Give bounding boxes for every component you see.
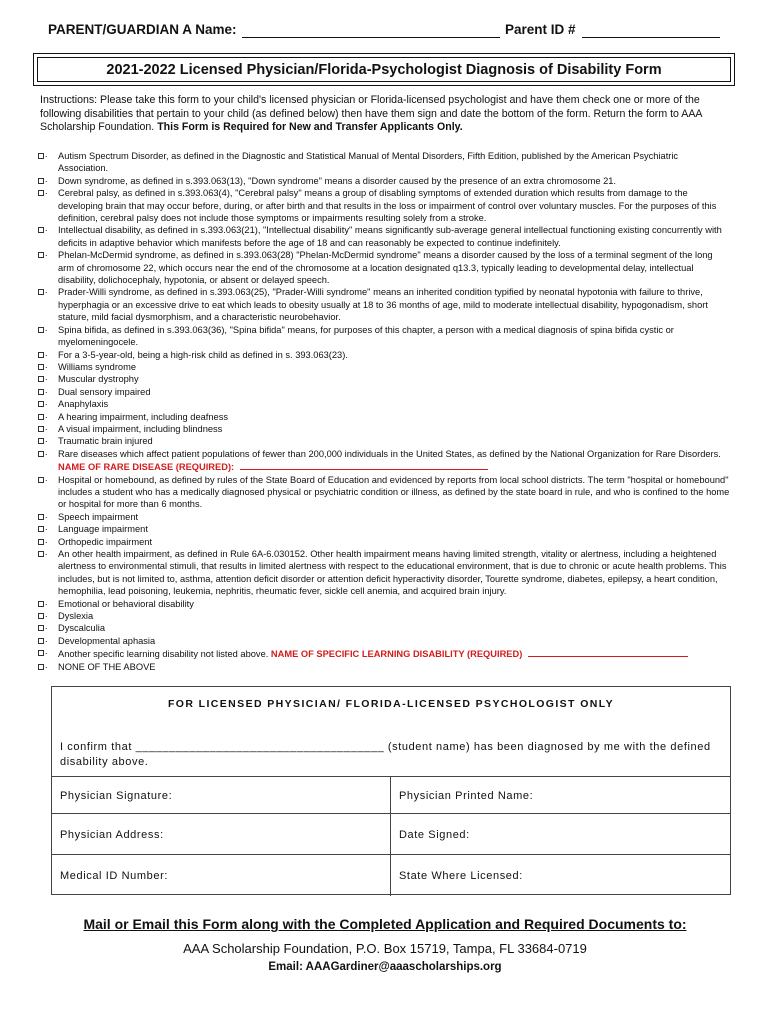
date-signed-label: Date Signed: xyxy=(399,828,470,841)
disability-checklist xyxy=(38,150,730,673)
disability-label: For a 3-5-year-old, being a high-risk child as defined in s. 393.063(23). xyxy=(58,349,348,360)
disability-label: Phelan-McDermid syndrome, as defined in s.393.063(28) "Phelan-McDermid syndrome" means a disorder caused by the loss of a terminal segment of the long arm of chromosome 22, which occurs near the end of the chromosome at a location designated q13.3, typically leading to developmental delay, intellectual disability, dolichocephaly, hypotonia, or absent or delayed speech. xyxy=(58,250,713,286)
date-signed-field[interactable] xyxy=(391,814,730,855)
physician-printed-name-field[interactable] xyxy=(391,777,730,814)
disability-checkbox[interactable] xyxy=(38,414,44,420)
disability-item xyxy=(38,423,730,435)
parent-name-label: PARENT/GUARDIAN A Name: xyxy=(48,22,237,37)
disability-label: An other health impairment, as defined in Rule 6A-6.030152. Other health impairment means having limited strength, vitality or alertness, including a heightened alertness to environmental stimuli, that results in limited alertness with respect to the educational environment, that is due to chronic or acute health problems. This includes, but is not limited to, asthma, attention deficit disorder or attention deficit hyperactivity disorder, Tourette syndrome, diabetes, epilepsy, a heart condition, hemophilia, lead poisoning, leukemia, nephritis, rheumatic fever, sickle cell anemia, and acquired brain injury. xyxy=(58,549,727,597)
physician-printed-name-label: Physician Printed Name: xyxy=(399,789,534,802)
physician-address-field[interactable] xyxy=(52,814,391,855)
state-licensed-label: State Where Licensed: xyxy=(399,869,523,882)
disability-checkbox[interactable] xyxy=(38,539,44,545)
disability-checkbox[interactable] xyxy=(38,551,44,557)
disability-item xyxy=(38,324,730,349)
required-name-label: NAME OF SPECIFIC LEARNING DISABILITY (REQUIRED) xyxy=(270,649,523,660)
disability-checkbox[interactable] xyxy=(38,178,44,184)
medical-id-field[interactable] xyxy=(52,855,391,896)
disability-checkbox[interactable] xyxy=(38,650,44,656)
disability-item xyxy=(38,661,730,673)
disability-item xyxy=(38,361,730,373)
disability-item xyxy=(38,411,730,423)
parent-id-label: Parent ID # xyxy=(505,22,576,37)
disability-item xyxy=(38,224,730,249)
required-name-label: NAME OF RARE DISEASE (REQUIRED): xyxy=(58,462,235,473)
contact-email[interactable]: Email: AAAGardiner@aaascholarships.org xyxy=(268,961,502,973)
disability-label: Language impairment xyxy=(58,524,148,535)
medical-id-label: Medical ID Number: xyxy=(60,869,168,882)
disability-checkbox[interactable] xyxy=(38,664,44,670)
disability-checkbox[interactable] xyxy=(38,638,44,644)
mail-instructions: Mail or Email this Form along with the Completed Application and Required Documents to: xyxy=(83,916,687,932)
disability-label: Dyscalculia xyxy=(58,623,106,634)
disability-label: Cerebral palsy, as defined in s.393.063(4), "Cerebral palsy" means a group of disabling symptoms of extended duration which results from damage to the developing brain that may occur before, during, or after birth and that results in the loss or impairment of control over voluntary muscles. For the purposes of this definition, cerebral palsy does not include those symptoms or impairments resulting solely from a stroke. xyxy=(58,188,717,224)
disability-label: Speech impairment xyxy=(58,511,139,522)
disability-checkbox[interactable] xyxy=(38,438,44,444)
instructions-label: Instructions xyxy=(40,94,95,106)
parent-id-field[interactable] xyxy=(582,37,720,38)
address-row xyxy=(52,813,730,855)
state-licensed-field[interactable] xyxy=(391,855,730,896)
form-title: 2021-2022 Licensed Physician/Florida-Psychologist Diagnosis of Disability Form xyxy=(106,61,662,78)
physician-section xyxy=(51,686,731,895)
disability-label: Spina bifida, as defined in s.393.063(36), "Spina bifida" means, for purposes of this chapter, a person with a medical diagnosis of spina bifida cystic or myelomeningocele. xyxy=(58,324,674,348)
disability-checkbox[interactable] xyxy=(38,352,44,358)
disability-item xyxy=(38,435,730,447)
required-name-field[interactable] xyxy=(528,647,688,657)
disability-checkbox[interactable] xyxy=(38,451,44,457)
physician-signature-field[interactable] xyxy=(52,777,391,814)
disability-item xyxy=(38,373,730,385)
parent-info-line xyxy=(48,22,728,42)
disability-item xyxy=(38,474,730,511)
disability-item xyxy=(38,635,730,647)
disability-checkbox[interactable] xyxy=(38,252,44,258)
disability-item xyxy=(38,647,730,660)
disability-label: Hospital or homebound, as defined by rules of the State Board of Education and evidenced by reports from local school districts. The term "hospital or homebound" includes a student who has a medically diagnosed physical or psychiatric condition or illness, as defined by the state board in rule, and who is confined to the home or hospital for more than 6 months. xyxy=(58,474,730,510)
physician-confirm-statement[interactable]: I confirm that _____________________________________ (student name) has been diagnosed by me with the defined disability above. xyxy=(60,741,711,768)
disability-checkbox[interactable] xyxy=(38,376,44,382)
disability-label: Emotional or behavioral disability xyxy=(58,598,194,609)
disability-label: Traumatic brain injured xyxy=(58,436,153,447)
disability-checkbox[interactable] xyxy=(38,364,44,370)
disability-label: Rare diseases which affect patient populations of fewer than 200,000 individuals in the United States, as defined by the National Organization for Rare Disorders. xyxy=(58,448,721,459)
disability-label: A hearing impairment, including deafness xyxy=(58,411,229,422)
disability-label: NONE OF THE ABOVE xyxy=(58,661,156,672)
disability-item xyxy=(38,386,730,398)
physician-section-heading: FOR LICENSED PHYSICIAN/ FLORIDA-LICENSED PSYCHOLOGIST ONLY xyxy=(167,698,614,710)
mailing-address: AAA Scholarship Foundation, P.O. Box 15719, Tampa, FL 33684-0719 xyxy=(183,941,587,956)
disability-checkbox[interactable] xyxy=(38,190,44,196)
disability-item xyxy=(38,349,730,361)
disability-item xyxy=(38,548,730,598)
instructions xyxy=(40,94,730,135)
disability-label: Prader-Willi syndrome, as defined in s.393.063(25), "Prader-Willi syndrome" means an inherited condition typified by neonatal hypotonia with failure to thrive, hyperphagia or an excessive drive to eat which leads to obesity usually at 18 to 36 months of age, mild to moderate intellectual disability, hypogonadism, short stature, mild facial dysmorphism, and a characteristic neurobehavior. xyxy=(58,287,708,323)
disability-checkbox[interactable] xyxy=(38,526,44,532)
disability-label: Williams syndrome xyxy=(58,361,137,372)
disability-item xyxy=(38,286,730,323)
disability-checkbox[interactable] xyxy=(38,625,44,631)
disability-label: Developmental aphasia xyxy=(58,635,156,646)
disability-label: Anaphylaxis xyxy=(58,399,109,410)
disability-checkbox[interactable] xyxy=(38,426,44,432)
disability-label: Intellectual disability, as defined in s.393.063(21), "Intellectual disability" means significantly sub-average general intellectual functioning existing concurrently with deficits in adaptive behavior which manifests before the age of 18 and can reasonably be expected to continue indefinitely. xyxy=(58,225,722,248)
disability-label: Dyslexia xyxy=(58,611,94,622)
signature-row xyxy=(52,776,730,814)
physician-signature-label: Physician Signature: xyxy=(60,789,173,802)
disability-item xyxy=(38,448,730,474)
license-row xyxy=(52,854,730,896)
disability-checkbox[interactable] xyxy=(38,601,44,607)
disability-label: Dual sensory impaired xyxy=(58,386,151,397)
form-title-box xyxy=(33,53,735,86)
disability-checkbox[interactable] xyxy=(38,389,44,395)
disability-checkbox[interactable] xyxy=(38,613,44,619)
required-name-field[interactable] xyxy=(240,460,488,470)
disability-checkbox[interactable] xyxy=(38,401,44,407)
disability-checkbox[interactable] xyxy=(38,477,44,483)
disability-item xyxy=(38,187,730,224)
disability-checkbox[interactable] xyxy=(38,289,44,295)
disability-label: Autism Spectrum Disorder, as defined in the Diagnostic and Statistical Manual of Mental Disorders, Fifth Edition, published by the American Psychiatric Association. xyxy=(58,151,679,174)
instructions-required-note: This Form is Required for New and Transfer Applicants Only. xyxy=(157,121,463,134)
disability-item xyxy=(38,511,730,523)
parent-name-field[interactable] xyxy=(242,37,500,38)
instructions-text: : Please take this form to your child's licensed physician or Florida-licensed psychologist and have them check one or more of the following disabilities that pertain to your child (as defined below) then have them sign and date the bottom of the form. Return the form to AAA Scholarship Foundation. xyxy=(40,94,702,134)
disability-item xyxy=(38,175,730,187)
disability-item xyxy=(38,622,730,634)
disability-label: A visual impairment, including blindness xyxy=(58,423,223,434)
physician-address-label: Physician Address: xyxy=(60,828,164,841)
disability-item xyxy=(38,610,730,622)
disability-label: Down syndrome, as defined in s.393.063(13), "Down syndrome" means a disorder caused by the presence of an extra chromosome 21. xyxy=(58,175,616,186)
disability-checkbox[interactable] xyxy=(38,327,44,333)
disability-item xyxy=(38,523,730,535)
disability-label: Another specific learning disability not listed above. xyxy=(58,649,271,660)
disability-item xyxy=(38,536,730,548)
disability-item xyxy=(38,398,730,410)
disability-checkbox[interactable] xyxy=(38,227,44,233)
disability-checkbox[interactable] xyxy=(38,514,44,520)
disability-item xyxy=(38,150,730,175)
disability-label: Orthopedic impairment xyxy=(58,536,153,547)
disability-item xyxy=(38,249,730,286)
disability-checkbox[interactable] xyxy=(38,153,44,159)
disability-label: Muscular dystrophy xyxy=(58,374,139,385)
disability-item xyxy=(38,598,730,610)
